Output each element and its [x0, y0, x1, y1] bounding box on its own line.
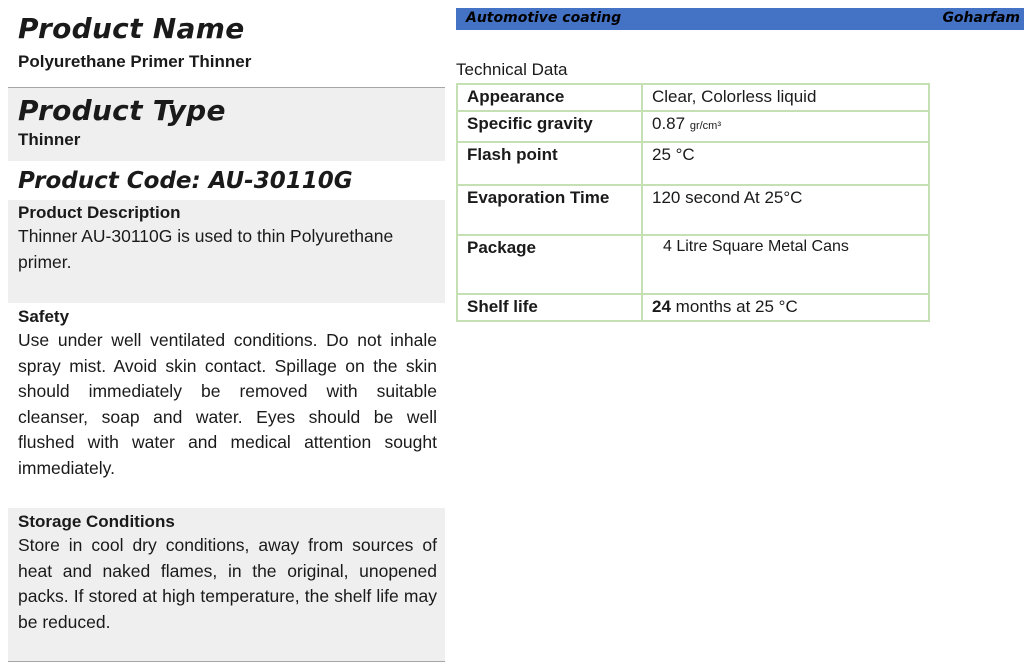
description-section: [8, 200, 445, 303]
flash-point-value: 25 °C: [642, 142, 929, 185]
specific-gravity-unit: gr/cm³: [689, 120, 721, 132]
shelf-life-label: Shelf life: [457, 294, 642, 321]
product-name: Polyurethane Primer Thinner: [18, 52, 252, 71]
storage-section: [8, 508, 445, 661]
technical-data-table: [456, 83, 930, 322]
product-type-heading: Product Type: [18, 94, 226, 127]
table-row: [457, 185, 929, 235]
shelf-life-cell: [642, 294, 929, 321]
flash-point-label: Flash point: [457, 142, 642, 185]
table-row: [457, 84, 929, 111]
left-column: [8, 0, 445, 662]
specific-gravity-cell: [642, 111, 929, 142]
description-title: Product Description: [18, 203, 181, 222]
appearance-label: Appearance: [457, 84, 642, 111]
package-label: Package: [457, 235, 642, 294]
safety-text: Use under well ventilated conditions. Do not inhale spray mist. Avoid skin contact. Spillage on the skin should immediately be removed with suitable cleanser, soap and water. Eyes should be well flushed with water and medical attention sought immediately.: [18, 330, 437, 478]
product-name-heading: Product Name: [18, 12, 245, 45]
technical-data-caption: Technical Data: [456, 60, 568, 79]
description-text: Thinner AU-30110G is used to thin Polyurethane primer.: [18, 226, 394, 272]
product-type: Thinner: [18, 130, 81, 149]
appearance-value: Clear, Colorless liquid: [642, 84, 929, 111]
safety-section: [8, 303, 445, 508]
evaporation-label: Evaporation Time: [457, 185, 642, 235]
table-row: [457, 111, 929, 142]
specific-gravity-value: 0.87: [652, 114, 686, 133]
table-row: [457, 294, 929, 321]
table-row: [457, 235, 929, 294]
shelf-life-rest: months at 25 °C: [675, 297, 798, 316]
specific-gravity-label: Specific gravity: [457, 111, 642, 142]
product-name-block: [8, 0, 445, 87]
header-brand: Goharfam: [942, 10, 1020, 26]
evaporation-value: 120 second At 25°C: [642, 185, 929, 235]
table-row: [457, 142, 929, 185]
divider: [8, 661, 445, 662]
document-header-bar: [456, 8, 1024, 30]
storage-title: Storage Conditions: [18, 512, 175, 531]
product-code: Product Code: AU-30110G: [18, 168, 353, 194]
safety-title: Safety: [18, 307, 70, 326]
package-value: 4 Litre Square Metal Cans: [642, 235, 929, 294]
storage-text: Store in cool dry conditions, away from sources of heat and naked flames, in the original, unopened packs. If stored at high temperature, the shelf life may be reduced.: [18, 535, 437, 632]
shelf-life-number: 24: [652, 297, 671, 316]
product-type-block: [8, 88, 445, 161]
header-category: Automotive coating: [466, 10, 622, 26]
product-code-block: [8, 161, 445, 200]
